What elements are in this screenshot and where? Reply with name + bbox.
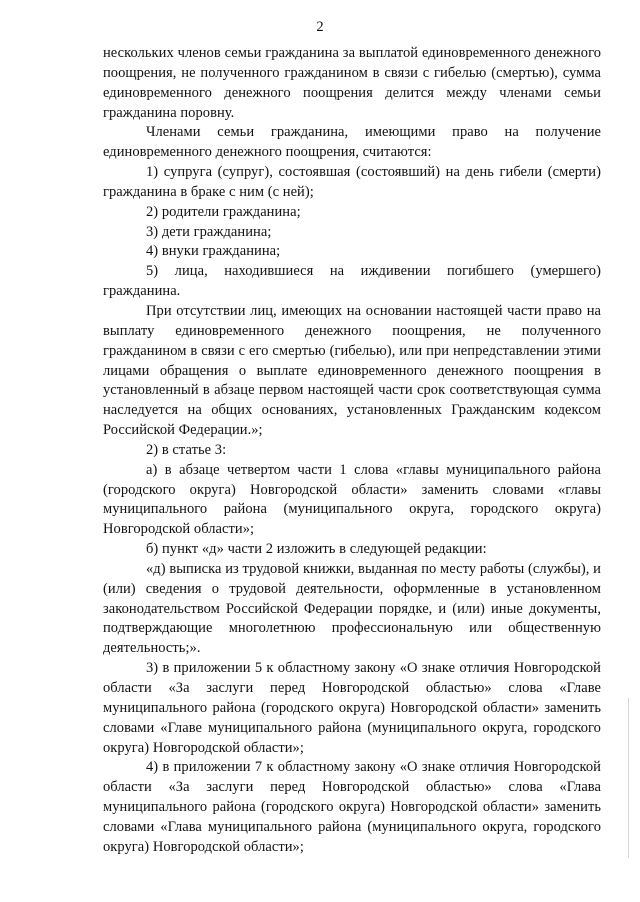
document-body (103, 44, 601, 858)
quoted-text: «д) выписка из трудовой книжки, выданная по месту работы (службы), и (или) сведения о трудовой деятельности, оформленные в установленном законодательством Российской Федерации порядке, и (или) иные документы, подтверждающие многолетнюю профессиональную или общественную деятельность;». (103, 560, 601, 657)
list-item-paragraph: 1) супруга (супруг), состоявшая (состоявший) на день гибели (смерти) гражданина в браке с ним (с ней); (103, 164, 601, 200)
amendment-item: 4) в приложении 7 к областному закону «О знаке отличия Новгородской области «За заслуги перед Новгородской областью» слова «Глава муниципального района (городского округа) Новгородской области» заменить словами «Глава муниципального района (муниципального округа, городского округа) Новгородской области»; (103, 759, 601, 855)
paragraph: При отсутствии лиц, имеющих на основании настоящей части право на выплату единовременного денежного поощрения, не полученного гражданином в связи с его смертью (гибелью), или при непредставлении этими лицами обращения о выплате единовременного денежного поощрения в установленный в абзаце первом настоящей части срок соответствующая сумма наследуется на общих основаниях, установленных Гражданским кодексом Российской Федерации.»; (103, 302, 601, 439)
page-number: 2 (316, 19, 324, 35)
amendment-item: 2) в статье 3: (146, 441, 227, 458)
list-item-paragraph: 2) родители гражданина; (146, 203, 301, 220)
list-item-paragraph: 5) лица, находившиеся на иждивении погибшего (умершего) гражданина. (103, 263, 601, 300)
list-item-paragraph: 4) внуки гражданина; (146, 243, 281, 260)
paragraph: нескольких членов семьи гражданина за выплатой единовременного денежного поощрения, не полученного гражданином в связи с гибелью (смертью), сумма единовременного денежного поощрения делится между членами семьи гражданина поровну. (103, 45, 601, 121)
paragraph: Членами семьи гражданина, имеющими право на получение единовременного денежного поощрения, считаются: (103, 124, 601, 161)
amendment-item: 3) в приложении 5 к областному закону «О знаке отличия Новгородской области «За заслуги перед Новгородской областью» слова «Главе муниципального района (городского округа) Новгородской области» заменить словами «Главе муниципального района (муниципального округа, городского округа) Новгородской области»; (103, 660, 601, 756)
amendment-subitem: б) пункт «д» части 2 изложить в следующей редакции: (146, 541, 487, 558)
scan-edge-line (628, 698, 629, 858)
list-item-paragraph: 3) дети гражданина; (146, 223, 272, 240)
amendment-subitem: а) в абзаце четвертом части 1 слова «главы муниципального района (городского округа) Новгородской области» заменить словами «главы муниципального района (муниципального округа, городского округа) Новгородской области»; (103, 461, 601, 538)
